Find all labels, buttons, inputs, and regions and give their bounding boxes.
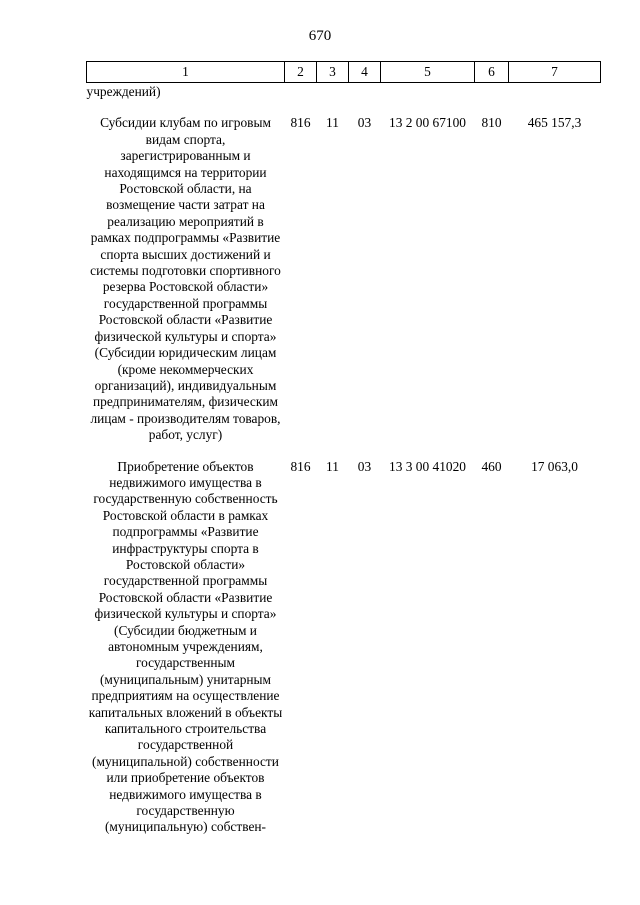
row-section-code: 11: [326, 115, 339, 131]
column-header-5: 5: [381, 62, 475, 83]
budget-table: [86, 61, 601, 836]
continuation-text: учреждений): [86, 84, 161, 99]
column-header-1: 1: [87, 62, 285, 83]
row-description: Субсидии клубам по игровым видам спорта, зарегистрированным и находящимся на территории Ростовской области, на возмещение части затрат на реализацию мероприятий в рамках подпрограммы «Развитие спорта высших достижений и системы подготовки спортивного резерва Ростовской области» государственной программы Ростовской области «Развитие физической культуры и спорта» (Субсидии юридическим лицам (кроме некоммерческих организаций), индивидуальным предпринимателям, физическим лицам - производителям товаров, работ, услуг): [90, 115, 281, 443]
row-subsection-code: 03: [357, 458, 372, 474]
continuation-row: [87, 83, 601, 101]
column-header-7: 7: [509, 62, 601, 83]
row-subsection-code: 03: [357, 115, 372, 131]
row-amount: 465 157,3: [527, 115, 582, 131]
row-description: Приобретение объектов недвижимого имущества в государственную собственность Ростовской области в рамках подпрограммы «Развитие инфраструктуры спорта в Ростовской области» государственной программы Ростовской области «Развитие физической культуры и спорта» (Субсидии бюджетным и автономным учреждениям, государственным (муниципальным) унитарным предприятиям на осуществление капитальных вложений в объекты капитального строительства государственной (муниципальной) собственности или приобретение объектов недвижимого имущества в государственную (муниципальную) собствен-: [88, 458, 283, 835]
row-section-code: 11: [326, 458, 339, 474]
table-row: [87, 100, 601, 443]
column-header-3: 3: [317, 62, 349, 83]
column-header-6: 6: [475, 62, 509, 83]
row-ministry-code: 816: [290, 458, 311, 474]
column-header-row: [87, 62, 601, 83]
column-header-4: 4: [349, 62, 381, 83]
row-expense-type: 460: [481, 458, 502, 474]
table-row: [87, 444, 601, 836]
row-amount: 17 063,0: [531, 458, 578, 474]
row-expense-type: 810: [481, 115, 502, 131]
column-header-2: 2: [285, 62, 317, 83]
row-target-article: 13 3 00 41020: [389, 458, 466, 474]
row-ministry-code: 816: [290, 115, 311, 131]
page-number: 670: [308, 28, 332, 44]
row-target-article: 13 2 00 67100: [389, 115, 466, 131]
